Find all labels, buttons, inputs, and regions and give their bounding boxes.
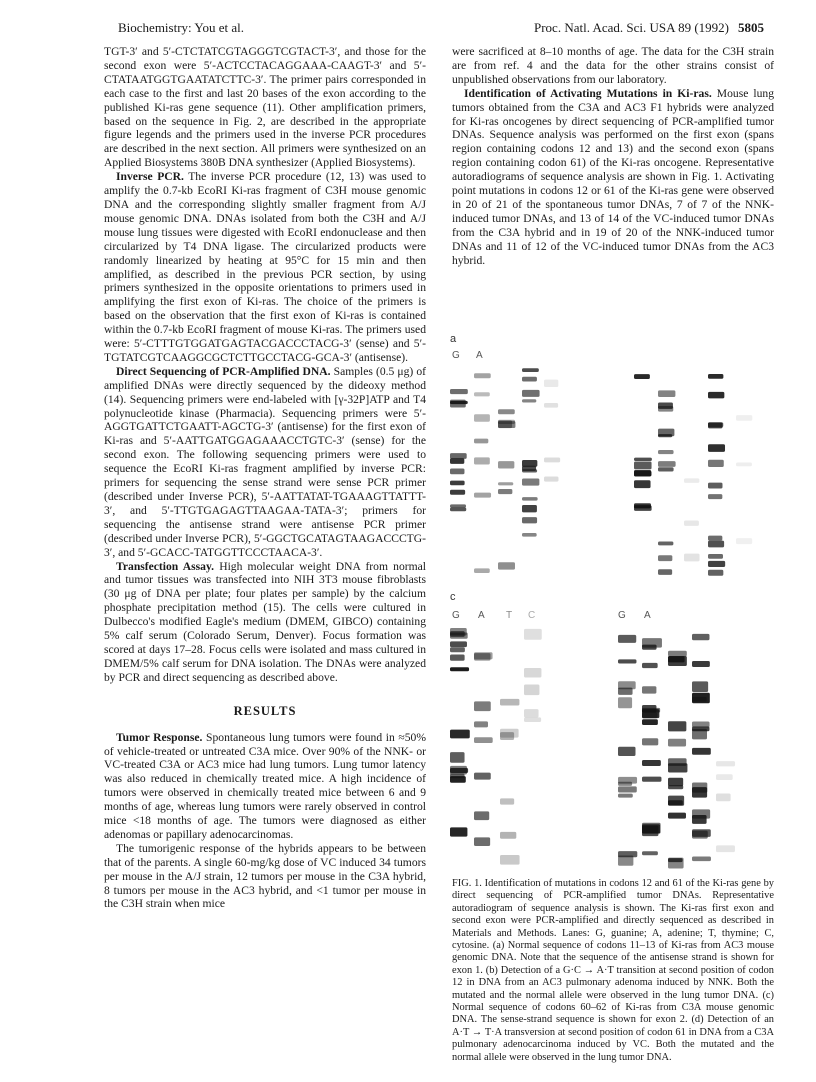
gel-band bbox=[498, 461, 514, 468]
gel-band bbox=[474, 392, 490, 396]
gel-band bbox=[658, 390, 675, 397]
gel-band bbox=[668, 739, 686, 747]
autoradiogram-svg bbox=[446, 328, 780, 873]
lane-label-g: G bbox=[452, 350, 460, 361]
right-column bbox=[452, 45, 774, 268]
paragraph bbox=[104, 365, 426, 560]
gel-band bbox=[450, 631, 465, 637]
gel-band bbox=[450, 504, 466, 507]
gel-band bbox=[668, 813, 686, 819]
gel-band bbox=[498, 409, 515, 414]
lane-label-c: C bbox=[528, 610, 536, 621]
left-column bbox=[104, 45, 426, 911]
running-header-right: Proc. Natl. Acad. Sci. USA 89 (1992) bbox=[534, 20, 729, 35]
paragraph-text: The inverse PCR procedure (12, 13) was used to amplify the 0.7-kb EcoRI Ki-ras fragment of C3H mouse genomic DNA and the corresponding slightly smaller fragment from A/J mouse genomic DNA. DNAs isolated from both the C3H and A/J mouse lung tissues were digested with EcoRI endonuclease and then circularized by T4 DNA ligase. The circularized products were randomly linearized by heating at 95°C for 15 min and then amplified, as described in the previous PCR section, by using primers synthesized in the opposite orientations to primers used in amplifying the first exon of Ki-ras. The choice of the primers is based on the observation that the first exon of Ki-ras is contained within the 0.7-kb EcoRI fragment of mouse Ki-ras. The primers used were: 5′-CTTTGTGGATGAGTACGACCCTACG-3′ (sense) and 5′-TGTATCGTCAAGGCGCTCTTGCCTACG-GCA-3′ (antisense). bbox=[104, 170, 426, 364]
paragraph bbox=[104, 731, 426, 842]
gel-band bbox=[634, 458, 652, 461]
figure-1-autoradiogram bbox=[446, 328, 780, 873]
gel-band bbox=[474, 439, 488, 444]
gel-band bbox=[716, 794, 731, 802]
gel-band bbox=[692, 634, 709, 640]
run-in-heading: Transfection Assay. bbox=[116, 559, 215, 573]
lane-label-t: T bbox=[506, 610, 513, 621]
gel-band bbox=[474, 493, 491, 498]
gel-band bbox=[544, 458, 560, 463]
gel-band bbox=[450, 752, 465, 763]
paragraph-text: High molecular weight DNA from normal and tumor tissues was transfected into NIH 3T3 mouse fibroblasts (30 μg of DNA per plate; four plates per sample) by the calcium phosphate precipitation method (15). The cells were cultured in Dulbecco's modified Eagle's medium (DMEM, GIBCO) containing 5% calf serum (Colorado Serum, Denver). Focus formation was scored at days 17–28. Focus cells were isolated and mass cultured in DMEM/5% calf serum for DNA isolation. The DNAs were analyzed by PCR and direct sequencing as described above. bbox=[104, 559, 426, 684]
gel-band bbox=[450, 389, 468, 394]
gel-band bbox=[668, 651, 687, 656]
section-heading-results: RESULTS bbox=[233, 703, 297, 718]
gel-band bbox=[500, 832, 516, 839]
gel-band bbox=[708, 444, 725, 452]
gel-band bbox=[634, 480, 651, 488]
caption-text: FIG. 1. Identification of mutations in codons 12 and 61 of the Ki-ras gene by direct sequencing of PCR-amplified tumor DNAs. Representative autoradiogram of sequence analysis is shown. The Ki-ras first exon and second exon were PCR-amplified and directly sequenced as described in Materials and Methods. Lanes: G, guanine; A, adenine; T, thymine; C, cytosine. (a) Normal sequence of codons 11–13 of Ki-ras from AC3 mouse genomic DNA. Note that the sequence of the antisense strand is shown for exon 1. (b) Detection of a G·C → A·T transition at second position of codon 12 in DNA from an AC3 pulmonary adenoma induced by NNK. Both the mutated and the normal allele were observed in the lung tumor DNA. (c) Normal sequence of codons 60–62 of Ki-ras from C3A mouse genomic DNA. The sense-strand sequence is shown for exon 2. (d) Detection of an A·T → T·A transversion at second position of codon 61 in DNA from a C3A pulmonary adenocarcinoma induced by VC. Both the mutated and the normal allele were observed in the lung tumor DNA. bbox=[452, 878, 774, 1063]
paragraph-text: Spontaneous lung tumors were found in ≈50% of vehicle-treated or untreated C3A mice. Over 90% of the NNK- or VC-treated C3A or AC3 mice had lung tumors. Lung tumor latency was also reduced in chemically treated mice. A high incidence of tumors were observed in chemically treated mice between 6 and 9 months of age, whereas lung tumors were rarely observed in control mice <18 months of age. The tumors were diagnosed as either adenomas or papillary adenocarcinomas. bbox=[104, 730, 426, 841]
gel-band bbox=[474, 568, 490, 573]
gel-band bbox=[498, 489, 512, 494]
lane-label-g: G bbox=[452, 610, 460, 621]
paragraph bbox=[452, 87, 774, 268]
running-header-left: Biochemistry: You et al. bbox=[118, 20, 245, 35]
gel-band bbox=[522, 377, 537, 382]
gel-band bbox=[524, 668, 541, 678]
gel-band bbox=[708, 483, 722, 489]
gel-band bbox=[500, 729, 519, 738]
gel-band bbox=[642, 719, 658, 725]
panel-label-a: a bbox=[450, 333, 457, 345]
gel-band bbox=[474, 811, 489, 820]
gel-band bbox=[450, 507, 466, 511]
gel-band bbox=[474, 457, 490, 464]
gel-band bbox=[692, 681, 708, 692]
gel-band bbox=[522, 517, 537, 523]
gel-band bbox=[522, 390, 540, 397]
gel-band bbox=[522, 533, 537, 537]
gel-band bbox=[474, 737, 493, 743]
run-in-heading: Inverse PCR. bbox=[116, 170, 184, 184]
paragraph-text: Samples (0.5 μg) of amplified DNAs were directly sequenced by the dideoxy method (14). Sequencing primers were end-labeled with [γ-32P]ATP and T4 polynucleotide kinase (Pharmacia). Sequencing primers were 5′-AGGTGATTCTGAATT-AGCTG-3′ (antisense) for the first exon of Ki-ras and 5′-AATTGATGGAGAAACCTGTC-3′ (sense) for the second exon. The following sequencing primers were used to sequence the EcoRI Ki-ras fragment amplified by inverse PCR: primers for sequencing the sense strand were sense PCR primer (described under Inverse PCR), 5′-AATTATAT-TGAAAGTTATTT-3′, and 5′-TTGTGAGAGTTAAGAA-TATA-3′; primers for sequencing the antisense strand were antisense PCR primer (described under Inverse PCR), 5′-GGCTGCATAGTAAGACCCTG-3′, and 5′-GCACC-TATGGTTCCCTAACA-3′. bbox=[104, 364, 426, 559]
gel-band bbox=[450, 827, 467, 836]
gel-band bbox=[544, 477, 558, 482]
gel-band bbox=[618, 856, 633, 866]
gel-band bbox=[634, 471, 652, 476]
gel-band bbox=[708, 536, 722, 541]
gel-band bbox=[668, 758, 687, 766]
gel-band bbox=[642, 663, 658, 668]
gel-band bbox=[708, 494, 722, 499]
gel-band bbox=[450, 768, 468, 773]
gel-band bbox=[618, 688, 633, 695]
gel-band bbox=[708, 570, 723, 576]
gel-band bbox=[684, 520, 699, 525]
gel-band bbox=[658, 450, 674, 454]
gel-band bbox=[544, 403, 558, 408]
gel-band bbox=[474, 373, 491, 378]
gel-band bbox=[668, 721, 686, 731]
gel-band bbox=[736, 415, 752, 421]
gel-band bbox=[642, 645, 657, 650]
gel-band bbox=[524, 709, 539, 717]
gel-band bbox=[642, 760, 661, 766]
gel-band bbox=[708, 554, 723, 559]
gel-band bbox=[618, 659, 636, 663]
gel-band bbox=[618, 794, 633, 798]
gel-band bbox=[450, 400, 466, 408]
gel-band bbox=[450, 776, 466, 783]
gel-band bbox=[642, 705, 656, 713]
gel-band bbox=[500, 855, 520, 865]
gel-band bbox=[642, 825, 658, 836]
gel-band bbox=[642, 777, 661, 782]
gel-band bbox=[522, 478, 539, 485]
gel-band bbox=[708, 460, 724, 467]
gel-band bbox=[708, 374, 723, 379]
gel-band bbox=[642, 713, 657, 719]
gel-band bbox=[524, 685, 539, 696]
gel-band bbox=[658, 461, 676, 467]
gel-band bbox=[684, 554, 700, 562]
lane-label-a: A bbox=[478, 610, 485, 621]
gel-band bbox=[450, 667, 469, 671]
gel-band bbox=[692, 809, 710, 818]
gel-band bbox=[450, 468, 464, 474]
gel-band bbox=[522, 505, 537, 512]
gel-band bbox=[522, 460, 537, 467]
run-in-heading: Direct Sequencing of PCR-Amplified DNA. bbox=[116, 364, 331, 378]
page-number: 5805 bbox=[738, 20, 764, 35]
gel-band bbox=[450, 458, 464, 464]
panel-label-c: c bbox=[450, 591, 456, 603]
gel-band bbox=[708, 422, 723, 428]
gel-band bbox=[634, 462, 652, 470]
gel-band bbox=[692, 857, 711, 862]
gel-band bbox=[692, 693, 710, 704]
gel-band bbox=[658, 555, 672, 561]
gel-band bbox=[618, 635, 636, 643]
gel-band bbox=[450, 730, 470, 739]
gel-band bbox=[618, 786, 637, 792]
gel-band bbox=[642, 686, 656, 693]
gel-band bbox=[692, 829, 711, 837]
gel-band bbox=[450, 654, 465, 660]
gel-band bbox=[658, 434, 672, 437]
gel-band bbox=[450, 490, 465, 495]
paragraph: were sacrificed at 8–10 months of age. The data for the C3H strain are from ref. 4 and the data for the other strains consist of unpublished observations from our laboratory. bbox=[452, 45, 774, 86]
gel-band bbox=[642, 738, 658, 745]
gel-band bbox=[692, 661, 710, 667]
gel-band bbox=[524, 629, 542, 640]
gel-band bbox=[668, 800, 683, 805]
gel-band bbox=[658, 403, 673, 409]
gel-band bbox=[474, 837, 490, 846]
gel-band bbox=[692, 787, 707, 798]
gel-band bbox=[684, 478, 699, 482]
gel-band bbox=[450, 641, 467, 647]
gel-band bbox=[716, 845, 735, 852]
gel-band bbox=[498, 482, 513, 485]
gel-band bbox=[522, 368, 539, 372]
gel-band bbox=[642, 851, 658, 855]
gel-band bbox=[500, 699, 519, 706]
gel-band bbox=[736, 538, 752, 544]
gel-band bbox=[708, 561, 725, 567]
lane-label-a: A bbox=[644, 610, 651, 621]
gel-band bbox=[474, 721, 488, 727]
paragraph bbox=[104, 170, 426, 365]
gel-band bbox=[658, 569, 672, 575]
gel-band bbox=[658, 467, 674, 471]
run-in-heading: Tumor Response. bbox=[116, 730, 203, 744]
figure-caption bbox=[452, 878, 774, 1064]
lane-label-a: A bbox=[476, 350, 483, 361]
gel-band bbox=[736, 462, 752, 466]
gel-band bbox=[498, 420, 512, 428]
gel-band bbox=[668, 858, 684, 869]
gel-band bbox=[474, 414, 490, 421]
paragraph: The tumorigenic response of the hybrids appears to be between that of the parents. A single 60-mg/kg dose of VC induced 34 tumors per mouse in the A/J strain, 12 tumors per mouse in the C3A hybrid, 8 tumors per mouse in the AC3 hybrid, and <1 tumor per mouse in the C3H strain when mice bbox=[104, 841, 426, 911]
gel-band bbox=[522, 497, 538, 500]
lane-label-g: G bbox=[618, 610, 626, 621]
gel-band bbox=[474, 773, 491, 780]
run-in-heading: Identification of Activating Mutations in Ki-ras. bbox=[464, 86, 712, 100]
gel-band bbox=[544, 380, 558, 387]
gel-band bbox=[716, 761, 735, 766]
paragraph bbox=[104, 560, 426, 685]
gel-band bbox=[634, 505, 651, 509]
gel-band bbox=[692, 748, 711, 755]
gel-band bbox=[668, 785, 683, 789]
gel-band bbox=[658, 541, 673, 545]
gel-band bbox=[692, 729, 707, 739]
paragraph: TGT-3′ and 5′-CTCTATCGTAGGGTCGTACT-3′, and those for the second exon were 5′-ACTCCTACAGGAAA-CAAGT-3′ and 5′-CTATAATGGTGAATATCTTC-3′. The primer pairs corresponded in each case to the first and last 20 bases of the exon according to the published Ki-ras gene sequence (11). Other amplification primers, based on the sequence in Fig. 2, are described in the appropriate figure legends and the primers used in the inverse PCR procedures are described in the next section. All primers were synthesized on an Applied Biosystems 380B DNA synthesizer (Applied Biosystems). bbox=[104, 45, 426, 170]
gel-band bbox=[450, 481, 465, 486]
paragraph-text: Mouse lung tumors obtained from the C3A and AC3 F1 hybrids were analyzed for Ki-ras oncogenes by direct sequencing of PCR-amplified tumor DNAs. Sequence analysis was performed on the first exon (spans region containing codons 12 and 13) and the second exon (spans region containing codon 61) of the Ki-ras oncogene. Representative autoradiograms of sequence analysis are shown in Fig. 1. Activating point mutations in codons 12 or 61 of the Ki-ras gene were observed in 20 of 21 of the spontaneous tumor DNAs, 7 of 7 of the NNK-induced tumor DNAs, and 13 of 14 of the VC-induced tumor DNAs from the C3A hybrid and in 19 of 20 of the NNK-induced tumor DNAs and 11 of 12 of the VC-induced tumor DNAs from the AC3 hybrid. bbox=[452, 86, 775, 267]
gel-band bbox=[708, 392, 724, 399]
gel-band bbox=[668, 656, 685, 662]
gel-band bbox=[708, 541, 724, 548]
gel-band bbox=[618, 697, 632, 708]
gel-band bbox=[668, 778, 683, 787]
gel-band bbox=[522, 399, 536, 402]
gel-band bbox=[498, 562, 515, 569]
gel-band bbox=[450, 453, 467, 459]
gel-band bbox=[634, 374, 650, 379]
gel-band bbox=[474, 701, 491, 711]
gel-band bbox=[500, 798, 514, 804]
gel-band bbox=[618, 782, 632, 786]
gel-band bbox=[618, 747, 635, 756]
gel-band bbox=[450, 647, 465, 652]
gel-band bbox=[716, 774, 733, 780]
gel-band bbox=[474, 652, 493, 659]
gel-band bbox=[524, 717, 541, 722]
